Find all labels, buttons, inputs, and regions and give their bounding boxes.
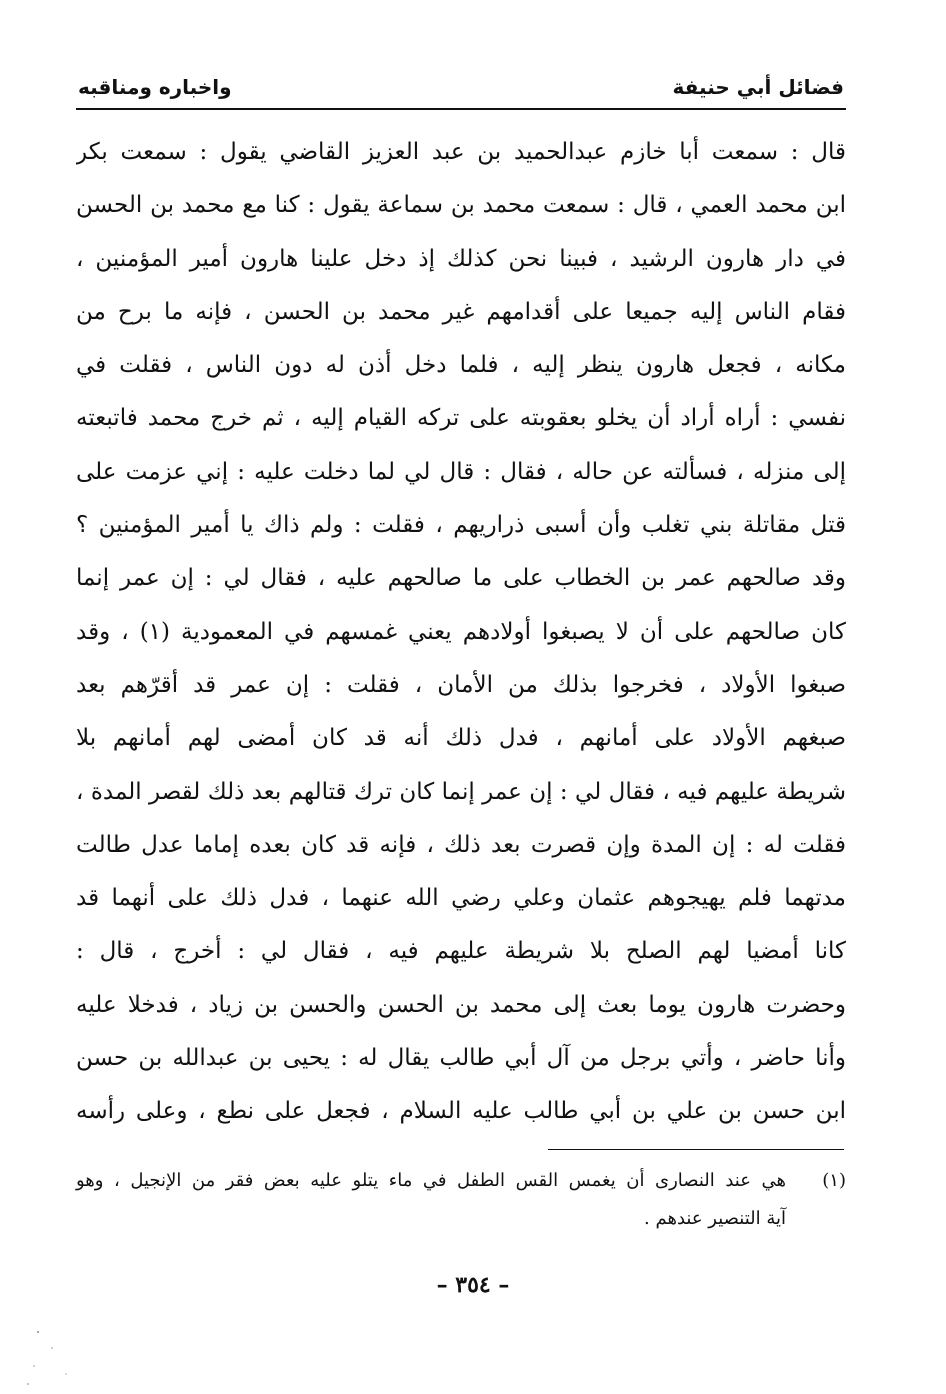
running-header	[78, 70, 844, 104]
text-line: كانا أمضيا لهم الصلح بلا شريطة عليهم فيه ، فقال لي : أخرج ، قال :	[76, 938, 846, 965]
text-line: وحضرت هارون يوما بعث إلى محمد بن الحسن والحسن بن زياد ، فدخلا عليه	[76, 991, 846, 1018]
text-line: مدتهما فلم يهيجوهم عثمان وعلي رضي الله عنهما ، فدل ذلك على أنهما قد	[76, 885, 846, 912]
text-line: صبغوا الأولاد ، فخرجوا بذلك من الأمان ، فقلت : إن عمر قد أقرّهم بعد	[76, 671, 846, 698]
footnote-divider	[548, 1149, 844, 1150]
text-line: نفسي : أراه أراد أن يخلو بعقوبته على تركه القيام إليه ، ثم خرج محمد فاتبعته	[76, 405, 846, 432]
text-line: صبغهم الأولاد على أمانهم ، فدل ذلك أنه قد كان أمضى لهم أمانهم بلا	[76, 725, 846, 752]
text-line: إلى منزله ، فسألته عن حاله ، فقال : قال لي لما دخلت عليه : إني عزمت على	[76, 458, 846, 485]
footnote	[76, 1162, 846, 1238]
header-section-title: واخباره ومناقبه	[78, 75, 232, 99]
text-line: شريطة عليهم فيه ، فقال لي : إن عمر إنما كان ترك قتالهم بعد ذلك لقصر المدة ،	[76, 778, 846, 805]
header-divider	[76, 108, 846, 110]
body-text	[76, 126, 846, 1139]
text-line: ابن محمد العمي ، قال : سمعت محمد بن سماعة يقول : كنا مع محمد بن الحسن	[76, 192, 846, 219]
text-line: قال : سمعت أبا خازم عبدالحميد بن عبد العزيز القاضي يقول : سمعت بكر	[76, 139, 846, 165]
footnote-text-line: آية التنصير عندهم .	[644, 1208, 786, 1229]
text-line: وأنا حاضر ، وأتي برجل من آل أبي طالب يقال له : يحيى بن عبدالله بن حسن	[76, 1045, 846, 1072]
text-line: فقلت له : إن المدة وإن قصرت بعد ذلك ، فإنه قد كان بعده إماما عدل طالت	[76, 831, 846, 858]
text-line: ابن حسن بن علي بن أبي طالب عليه السلام ، فجعل على نطع ، وعلى رأسه	[76, 1098, 846, 1125]
page-number: – ٣٥٤ –	[436, 1272, 510, 1298]
text-line: قتل مقاتلة بني تغلب وأن أسبى ذراريهم ، فقلت : ولم ذاك يا أمير المؤمنين ؟	[76, 512, 846, 539]
text-line: فقام الناس إليه جميعا على أقدامهم غير محمد بن الحسن ، فإنه ما برح من	[76, 298, 846, 325]
header-book-title: فضائل أبي حنيفة	[672, 75, 844, 99]
scan-specks	[0, 1314, 120, 1394]
text-line: في دار هارون الرشيد ، فبينا نحن كذلك إذ دخل علينا هارون أمير المؤمنين ،	[76, 245, 846, 272]
text-line: مكانه ، فجعل هارون ينظر إليه ، فلما دخل أذن له دون الناس ، فقلت في	[76, 352, 846, 379]
text-line: كان صالحهم على أن لا يصبغوا أولادهم يعني غمسهم في المعمودية (١) ، وقد	[76, 618, 846, 645]
footnote-text-line: هي عند النصارى أن يغمس القس الطفل في ماء يتلو عليه بعض فقر من الإنجيل ، وهو	[76, 1170, 786, 1191]
text-line: وقد صالحهم عمر بن الخطاب على ما صالحهم عليه ، فقال لي : إن عمر إنما	[76, 565, 846, 592]
footnote-marker: (١)	[822, 1170, 846, 1191]
